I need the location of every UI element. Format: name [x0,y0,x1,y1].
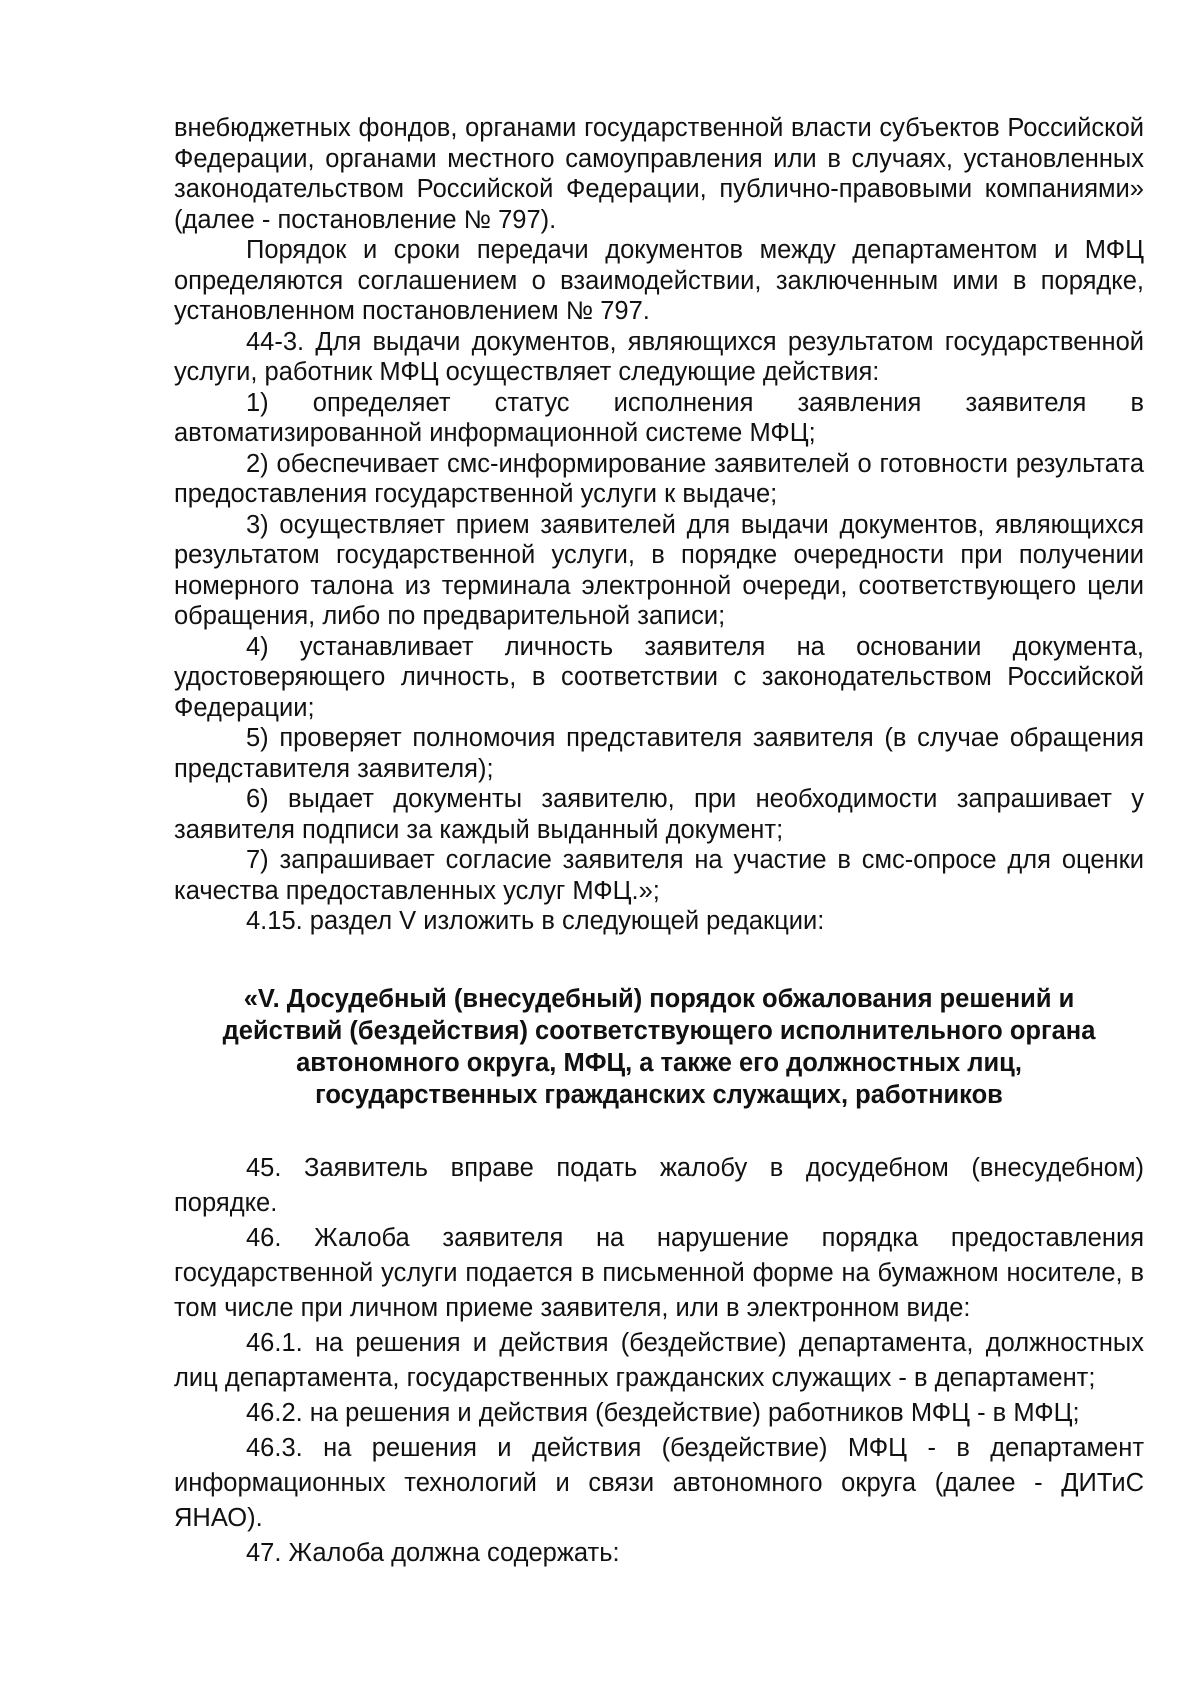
heading-line: «V. Досудебный (внесудебный) порядок обжалования решений и [243,984,1075,1013]
paragraph: 44-3. Для выдачи документов, являющихся результатом государственной услуги, работник МФЦ осуществляет следующие действия: [174,327,1144,386]
paragraph: 45. Заявитель вправе подать жалобу в досудебном (внесудебном) порядке. [174,1153,1144,1217]
list-item: 46.2. на решения и действия (бездействие) работников МФЦ - в МФЦ; [246,1398,1080,1427]
list-item: 1) определяет статус исполнения заявления заявителя в автоматизированной информационной системе МФЦ; [174,388,1144,447]
paragraph: 47. Жалоба должна содержать: [246,1538,620,1567]
list-item: 7) запрашивает согласие заявителя на участие в смс-опросе для оценки качества предоставленных услуг МФЦ.»; [174,846,1144,905]
list-item: 4) устанавливает личность заявителя на основании документа, удостоверяющего личность, в соответствии с законодательством Российской Федерации; [174,632,1144,722]
list-item: 6) выдает документы заявителю, при необходимости запрашивает у заявителя подписи за каждый выданный документ; [174,785,1144,844]
heading-line: действий (бездействия) соответствующего исполнительного органа [222,1016,1096,1045]
list-item: 46.1. на решения и действия (бездействие) департамента, должностных лиц департамента, государственных гражданских служащих - в департамент; [174,1328,1144,1392]
bottom-text-block [174,1151,1144,1571]
heading-line: автономного округа, МФЦ, а также его должностных лиц, [296,1048,1022,1077]
list-item: 46.3. на решения и действия (бездействие) МФЦ - в департамент информационных технологий и связи автономного округа (далее - ДИТиС ЯНАО). [174,1433,1144,1532]
paragraph: 46. Жалоба заявителя на нарушение порядка предоставления государственной услуги подается в письменной форме на бумажном носителе, в том числе при личном приеме заявителя, или в электронном виде: [174,1223,1144,1322]
top-text-block [174,113,1144,937]
list-item: 5) проверяет полномочия представителя заявителя (в случае обращения представителя заявителя); [174,724,1144,783]
heading-line: государственных гражданских служащих, работников [315,1080,1003,1109]
paragraph: 4.15. раздел V изложить в следующей редакции: [246,907,825,935]
list-item: 3) осуществляет прием заявителей для выдачи документов, являющихся результатом государственной услуги, в порядке очередности при получении номерного талона из терминала электронной очереди, соответствующего цели обращения, либо по предварительной записи; [174,510,1144,630]
document-page [174,113,1144,1571]
section-heading [174,983,1144,1111]
paragraph: внебюджетных фондов, органами государственной власти субъектов Российской Федерации, органами местного самоуправления или в случаях, установленных законодательством Российской Федерации, публично-правовыми компаниями» (далее - постановление № 797). [174,114,1144,234]
list-item: 2) обеспечивает смс-информирование заявителей о готовности результата предоставления государственной услуги к выдаче; [174,449,1144,508]
paragraph: Порядок и сроки передачи документов между департаментом и МФЦ определяются соглашением о взаимодействии, заключенным ими в порядке, установленном постановлением № 797. [174,236,1144,325]
